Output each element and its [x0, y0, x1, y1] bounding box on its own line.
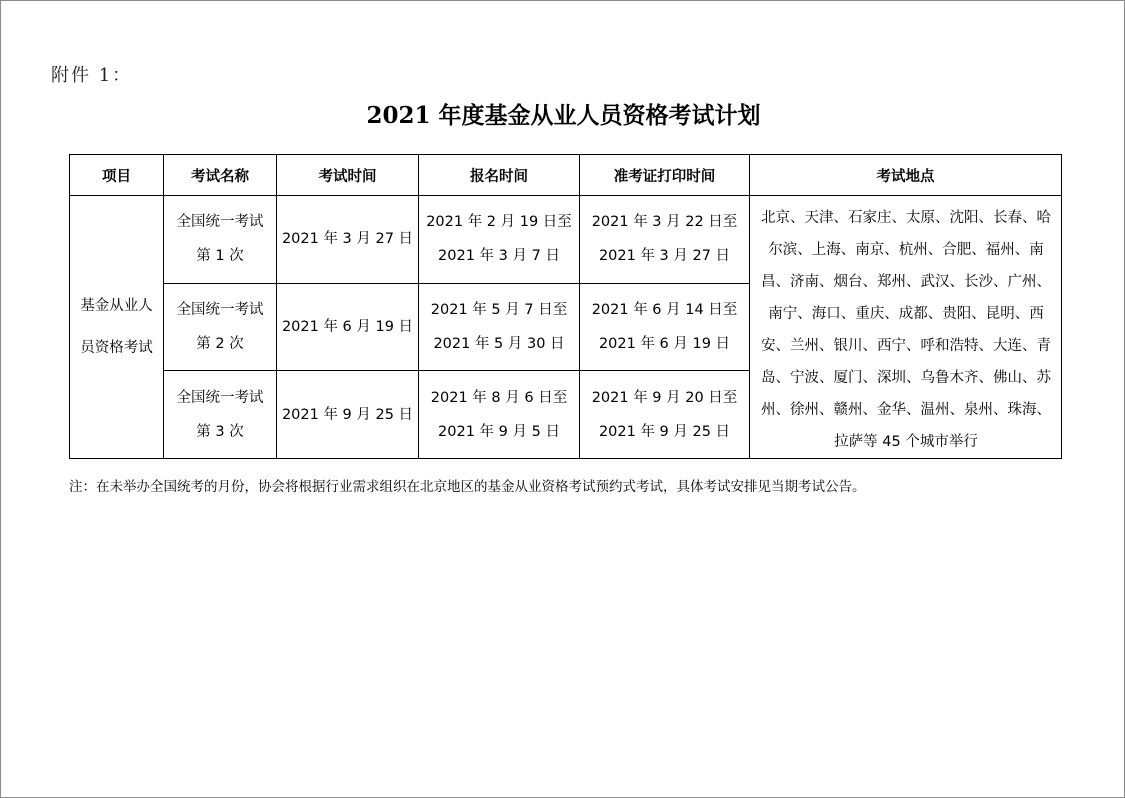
registration-cell — [419, 283, 580, 371]
page-title: 2021 年度基金从业人员资格考试计划 — [366, 102, 761, 129]
exam-round: 第 1 次 — [196, 248, 244, 265]
header-project: 项目 — [70, 155, 164, 196]
header-exam-time: 考试时间 — [277, 155, 419, 196]
admission-print-end: 2021 年 9 月 25 日 — [598, 423, 731, 440]
exam-name-line: 全国统一考试 — [176, 301, 264, 318]
header-exam-name: 考试名称 — [164, 155, 277, 196]
admission-print-cell — [580, 283, 750, 371]
admission-print-start: 2021 年 3 月 22 日至 — [591, 214, 738, 231]
footnote: 注：在未举办全国统考的月份，协会将根据行业需求组织在北京地区的基金从业资格考试预约式考试，具体考试安排见当期考试公告。 — [69, 479, 866, 495]
exam-name-cell — [164, 371, 277, 459]
exam-time: 2021 年 6 月 19 日 — [281, 318, 414, 335]
exam-time: 2021 年 3 月 27 日 — [281, 231, 414, 248]
header-exam-location: 考试地点 — [750, 155, 1062, 196]
project-cell — [70, 196, 164, 459]
exam-name-line: 全国统一考试 — [176, 389, 264, 406]
exam-time-cell — [277, 283, 419, 371]
registration-start: 2021 年 5 月 7 日至 — [430, 301, 568, 318]
registration-start: 2021 年 8 月 6 日至 — [430, 389, 568, 406]
admission-print-end: 2021 年 3 月 27 日 — [598, 248, 731, 265]
admission-print-start: 2021 年 6 月 14 日至 — [591, 301, 738, 318]
admission-print-cell — [580, 371, 750, 459]
table-row — [70, 196, 1062, 284]
exam-locations-cell: 北京、天津、石家庄、太原、沈阳、长春、哈尔滨、上海、南京、杭州、合肥、福州、南昌、济南、烟台、郑州、武汉、长沙、广州、南宁、海口、重庆、成都、贵阳、昆明、西安、兰州、银川、西宁、呼和浩特、大连、青岛、宁波、厦门、深圳、乌鲁木齐、佛山、苏州、徐州、赣州、金华、温州、泉州、珠海、拉萨等 45 个城市举行 — [750, 196, 1062, 459]
table-header-row — [70, 155, 1062, 196]
exam-round: 第 2 次 — [196, 335, 244, 352]
exam-time-cell — [277, 196, 419, 284]
header-registration-time: 报名时间 — [419, 155, 580, 196]
attachment-label: 附件 1： — [51, 65, 133, 86]
exam-plan-table — [69, 154, 1062, 459]
registration-start: 2021 年 2 月 19 日至 — [426, 214, 572, 231]
registration-end: 2021 年 9 月 5 日 — [438, 423, 560, 440]
registration-end: 2021 年 5 月 30 日 — [433, 335, 565, 352]
exam-name-line: 全国统一考试 — [176, 214, 264, 231]
registration-end: 2021 年 3 月 7 日 — [438, 248, 560, 265]
exam-time: 2021 年 9 月 25 日 — [281, 406, 414, 423]
exam-round: 第 3 次 — [196, 423, 244, 440]
admission-print-start: 2021 年 9 月 20 日至 — [591, 389, 738, 406]
registration-cell — [419, 371, 580, 459]
admission-print-end: 2021 年 6 月 19 日 — [598, 335, 731, 352]
project-line: 基金从业人 — [80, 298, 153, 314]
registration-cell — [419, 196, 580, 284]
header-admission-print-time: 准考证打印时间 — [580, 155, 750, 196]
admission-print-cell — [580, 196, 750, 284]
exam-time-cell — [277, 371, 419, 459]
project-line: 员资格考试 — [80, 340, 153, 356]
exam-name-cell — [164, 283, 277, 371]
exam-name-cell — [164, 196, 277, 284]
